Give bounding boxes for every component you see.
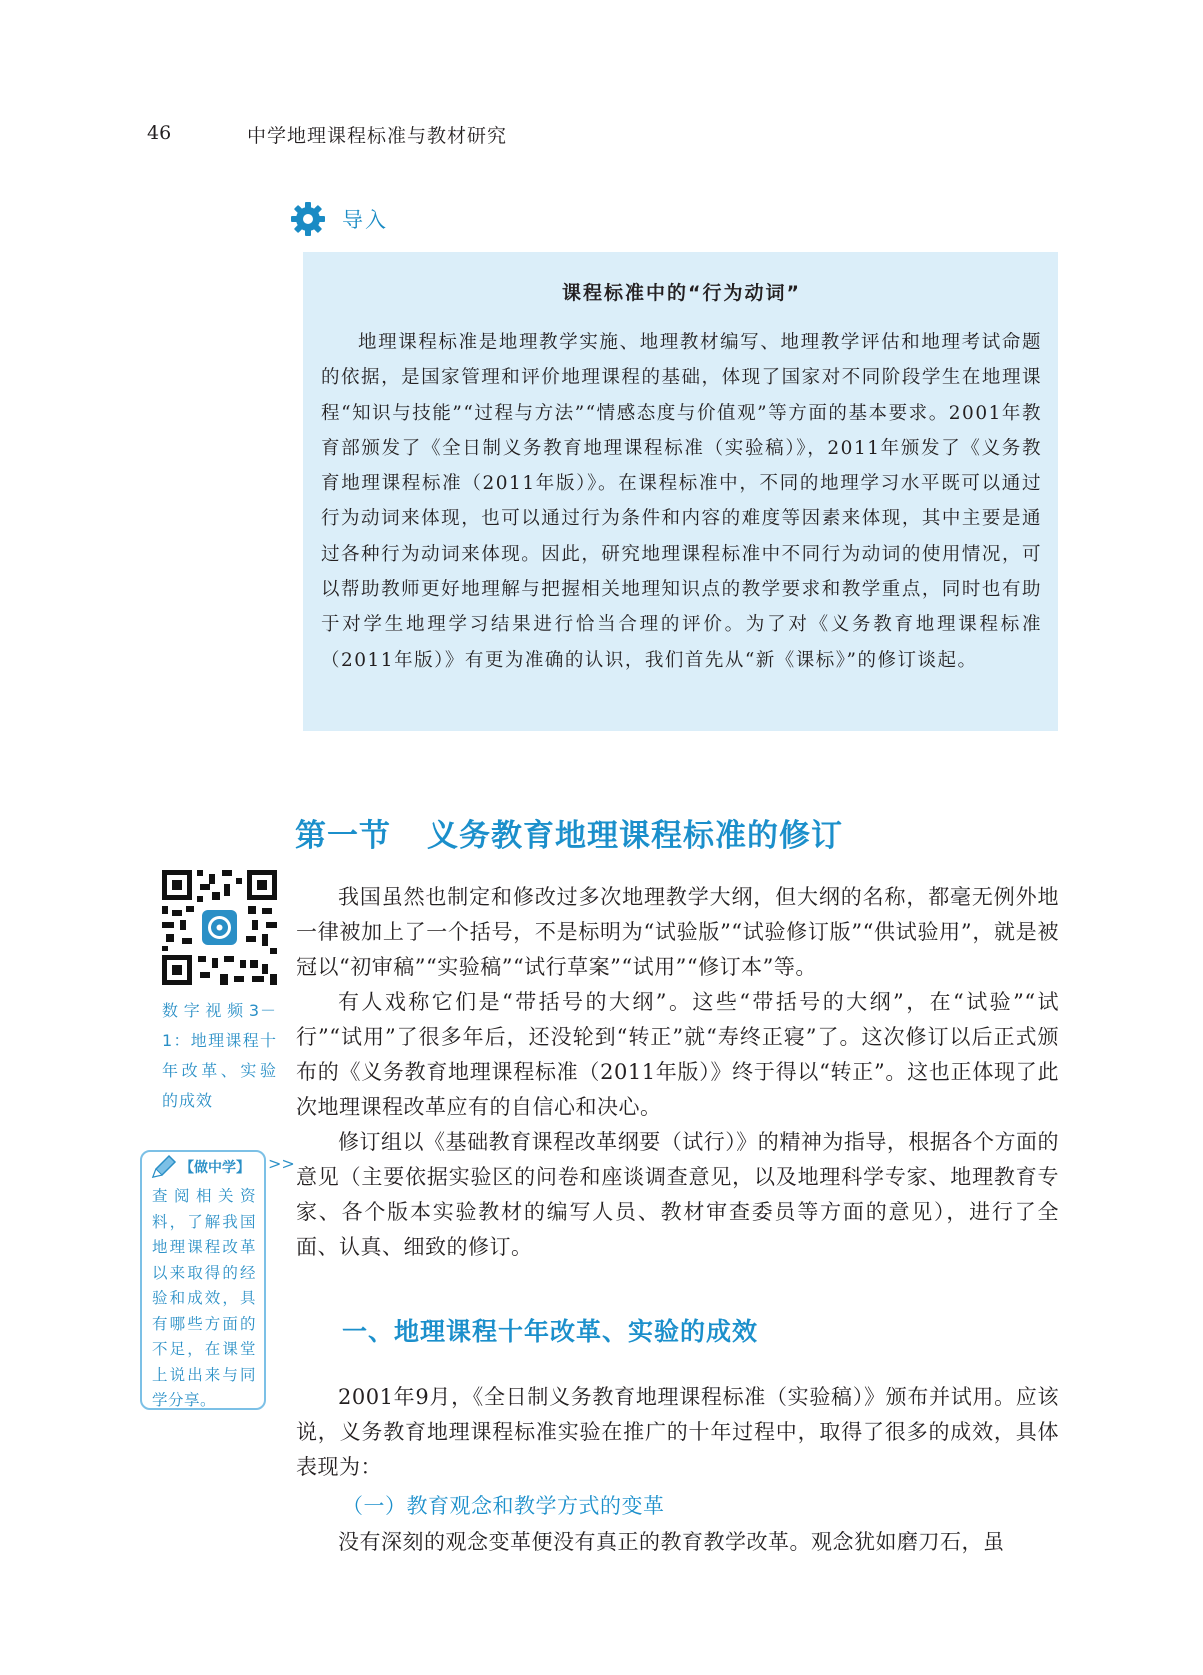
- doing-text: 查阅相关资料，了解我国地理课程改革以来取得的经验和成效，具有哪些方面的不足，在课堂上说出来与同学分享。: [152, 1187, 256, 1409]
- body-paragraph: 我国虽然也制定和修改过多次地理教学大纲，但大纲的名称，都毫无例外地一律被加上了一个括号，不是标明为“试验版”“试验修订版”“供试验用”，就是被冠以“初审稿”“实验稿”“试行草案”“试用”“修订本”等。: [296, 885, 1059, 979]
- body-paragraph: 修订组以《基础教育课程改革纲要（试行）》的精神为指导，根据各个方面的意见（主要依据实验区的问卷和座谈调查意见，以及地理科学专家、地理教育专家、各个版本实验教材的编写人员、教材审查委员等方面的意见），进行了全面、认真、细致的修订。: [296, 1130, 1059, 1259]
- doing-label: 【做中学】: [180, 1160, 250, 1176]
- doing-box: [140, 1150, 295, 1410]
- body-block-1: [296, 880, 1059, 1265]
- subsub-heading: （一）教育观念和教学方式的变革: [342, 1494, 665, 1518]
- box-paragraph: 地理课程标准是地理教学实施、地理教材编写、地理教学评估和地理考试命题的依据，是国家管理和评价地理课程的基础，体现了国家对不同阶段学生在地理课程“知识与技能”“过程与方法”“情感态度与价值观”等方面的基本要求。2001年教育部颁发了《全日制义务教育地理课程标准（实验稿）》，2011年颁发了《义务教育地理课程标准（2011年版）》。在课程标准中，不同的地理学习水平既可以通过行为动词来体现，也可以通过行为条件和内容的难度等因素来体现，其中主要是通过各种行为动词来体现。因此，研究地理课程标准中不同行为动词的使用情况，可以帮助教师更好地理解与把握相关地理知识点的教学要求和教学重点，同时也有助于对学生地理学习结果进行恰当合理的评价。为了对《义务教育地理课程标准（2011年版）》有更为准确的认识，我们首先从“新《课标》”的修订谈起。: [321, 332, 1042, 671]
- double-chevron-icon: >>: [268, 1154, 295, 1173]
- video-note: 数字视频3－1：地理课程十年改革、实验的成效: [162, 1001, 277, 1110]
- body-block-3: [296, 1525, 1059, 1560]
- body-block-2: [296, 1380, 1059, 1485]
- qr-code-icon[interactable]: [162, 870, 277, 985]
- doing-header: [150, 1154, 250, 1180]
- body-paragraph: 2001年9月，《全日制义务教育地理课程标准（实验稿）》颁布并试用。应该说，义务教育地理课程标准实验在推广的十年过程中，取得了很多的成效，具体表现为：: [296, 1385, 1059, 1479]
- gear-icon: [290, 201, 326, 237]
- pencil-icon: [150, 1154, 178, 1180]
- section-title: [295, 810, 843, 855]
- body-paragraph: 有人戏称它们是“带括号的大纲”。这些“带括号的大纲”，在“试验”“试行”“试用”了很多年后，还没轮到“转正”就“寿终正寝”了。这次修订以后正式颁布的《义务教育地理课程标准（2011年版）》终于得以“转正”。这也正体现了此次地理课程改革应有的自信心和决心。: [296, 990, 1059, 1119]
- intro-label: 导入: [342, 208, 388, 232]
- running-title: 中学地理课程标准与教材研究: [247, 125, 508, 147]
- section-heading: 义务教育地理课程标准的修订: [427, 818, 843, 854]
- sub-heading: 一、地理课程十年改革、实验的成效: [342, 1317, 759, 1346]
- body-paragraph: 没有深刻的观念变革便没有真正的教育教学改革。观念犹如磨刀石，虽: [338, 1530, 1005, 1554]
- intro-heading: [290, 201, 388, 237]
- section-number: 第一节: [295, 818, 391, 854]
- page-number: 46: [147, 122, 172, 144]
- intro-box: [303, 252, 1058, 731]
- box-title: 课程标准中的“行为动词”: [562, 282, 801, 304]
